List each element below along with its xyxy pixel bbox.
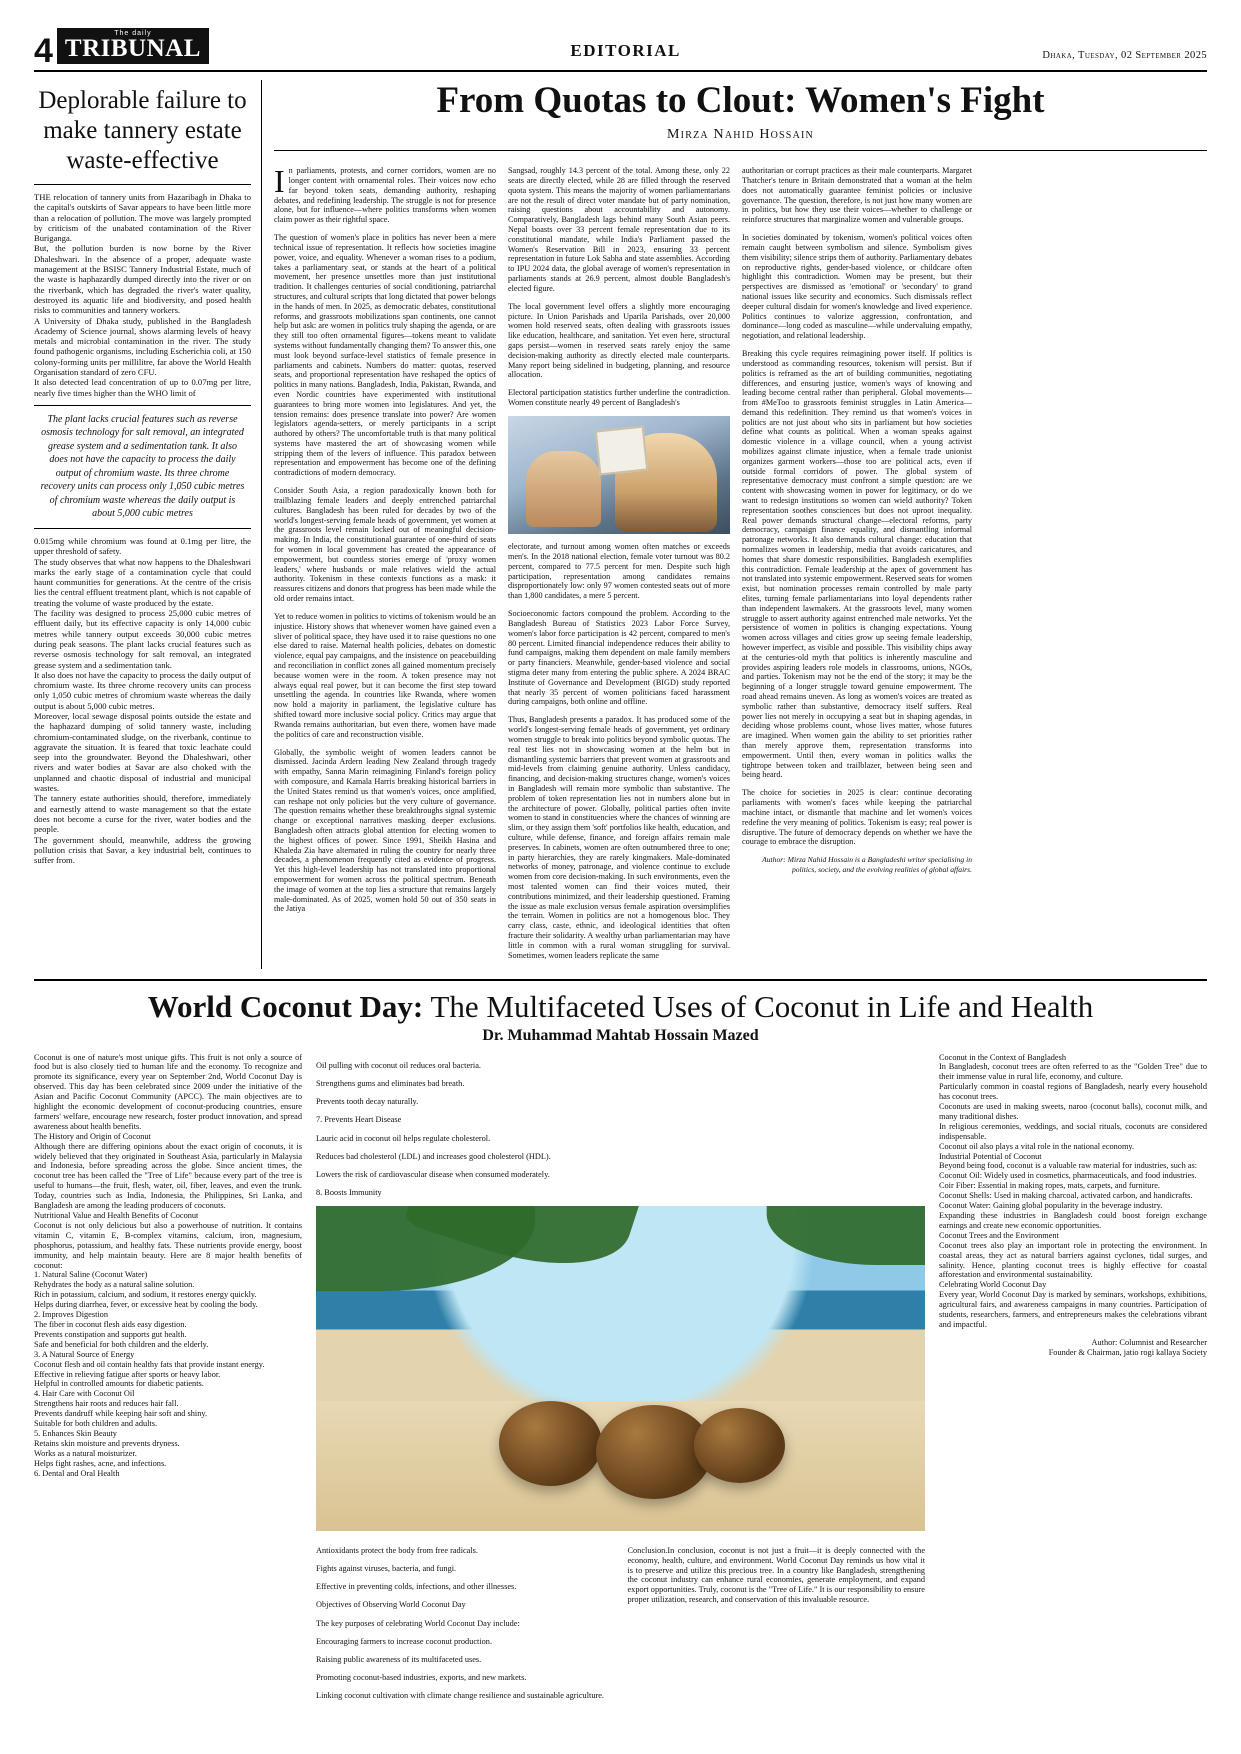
tribunal-logo <box>57 28 209 64</box>
paragraph: Nutritional Value and Health Benefits of Coconut <box>34 1211 199 1220</box>
paragraph: Helps during diarrhea, fever, or excessive heat by cooling the body. <box>34 1300 258 1310</box>
dateline: Dhaka, Tuesday, 02 September 2025 <box>1042 50 1207 61</box>
masthead <box>34 28 1207 72</box>
paragraph: The History and Origin of Coconut <box>34 1131 151 1141</box>
paragraph: authoritarian or corrupt practices as their male counterparts. Margaret Thatcher's tenure in Britain demonstrated that a woman at the helm does not automatically guarantee feminist policies or inclusive governance. The question, therefore, is not just how many women are in politics, but how they use their voices—whether to challenge or reinforce structures that marginalize women and vulnerable groups. <box>742 166 972 225</box>
paragraph: 7. Prevents Heart Disease <box>316 1115 402 1125</box>
paragraph: Works as a natural moisturizer. <box>34 1448 137 1458</box>
paragraph: The tannery estate authorities should, therefore, immediately and earnestly attend to waste management so that the estate does not become a curse for the river, water bodies and the people. <box>34 793 251 835</box>
paragraph: Consider South Asia, a region paradoxically known both for trailblazing female leaders and deeply entrenched patriarchal cultures. Bangladesh has been ruled for decades by two of the world's longest-serving female heads of government, yet women at the grassroots level remain locked out of meaningful decision-making. In India, the constitutional guarantee of one-third of seats for women in local government has created the appearance of empowerment, but countless stories emerge of 'proxy women leaders,' where husbands or male relatives wield the actual authority. Tokenism in these contexts functions as a mask: it reassures citizens and donors that progress has been made while the old order remains intact. <box>274 486 496 604</box>
page-number: 4 <box>34 32 53 70</box>
paragraph: Coconut oil also plays a vital role in the national economy. <box>939 1141 1135 1151</box>
paragraph: Conclusion.In conclusion, coconut is not just a fruit—it is deeply connected with the economy, health, culture, and environment. World Coconut Day reminds us how vital it is to preserve and utilize this precious tree. In a country like Bangladesh, strengthening the coconut industry can enhance rural economies, generate employment, and expand export opportunities. Truly, coconut is the "Tree of Life." It is our responsibility to ensure proper utilization, research, and conservation of this invaluable resource. <box>627 1545 925 1605</box>
photo-women-protest <box>508 416 730 534</box>
paragraph: Linking coconut cultivation with climate change resilience and sustainable agriculture. <box>316 1691 604 1701</box>
main-author-note: Author: Mirza Nahid Hossain is a Bangladeshi writer specialising in politics, society, and the evolving realities of global affairs. <box>762 855 972 874</box>
paragraph: Coconut is one of nature's most unique gifts. This fruit is not only a source of food but is also closely tied to human life and the economy. To recognize and promote its significance, every year on September 2nd, World Coconut Day is observed. This day has been celebrated since 2009 under the initiative of the Asian and Pacific Coconut Community (APCC). The main objectives are to highlight the economic development of coconut-producing countries, ensure farmers' welfare, encourage new research, foster product innovation, and spread awareness about health benefits. <box>34 1052 302 1131</box>
paragraph: Every year, World Coconut Day is marked by seminars, workshops, exhibitions, agricultural fairs, and awareness campaigns in many countries. Participation of students, researchers, farmers, and entrepreneurs makes the celebrations vibrant and impactful. <box>939 1290 1207 1329</box>
coconut-column-3 <box>939 1053 1207 1710</box>
second-headline-bold: World Coconut Day: <box>147 988 424 1024</box>
second-article <box>34 989 1207 1710</box>
paragraph: THE relocation of tannery units from Hazaribagh in Dhaka to the capital's outskirts of Savar appears to have been little more than a relocation of pollution. The move was largely prompted by criticism of the unabated contamination of the River Buriganga. <box>34 192 251 244</box>
paragraph: Rehydrates the body as a natural saline solution. <box>34 1280 195 1290</box>
paragraph: Rich in potassium, calcium, and sodium, it restores energy quickly. <box>34 1290 257 1300</box>
paragraph: In societies dominated by tokenism, women's political voices often remain caught between symbolism and silence. Symbolism gives them visibility; silence strips them of authority. Parliamentary debates on reproductive rights, gender-based violence, or childcare often highlight this contradiction. Women may be present, but their perspectives are dismissed as 'emotional' or 'secondary' to grand national issues like security and economics. Such dismissals reflect deeper cultural disdain for women's knowledge and lived experience. Politics continues to valorize aggression, confrontation, and dominance—long coded as masculine—while undervaluing empathy, negotiation, and relational leadership. <box>742 233 972 341</box>
photo-coconuts-beach <box>316 1206 925 1531</box>
paragraph: But, the pollution burden is now borne by the River Dhaleshwari. In the absence of a proper, adequate waste management at the BSISC Tannery Industrial Estate, much of the waste is haphazardly dumped directly into the river or on the riverbank, which has degraded the river's water quality, destroyed its aquatic life and biodiversity, and posed health risks to communities and tannery workers. <box>34 243 251 316</box>
second-article-columns <box>34 1053 1207 1710</box>
section-title: EDITORIAL <box>570 41 681 60</box>
paragraph: Coconut Shells: Used in making charcoal, activated carbon, and handicrafts. <box>939 1191 1193 1201</box>
main-headline: From Quotas to Clout: Women's Fight <box>436 80 1045 121</box>
paragraph: Globally, the symbolic weight of women leaders cannot be dismissed. Jacinda Ardern leading New Zealand through tragedy with empathy, Sanna Marin reimagining Finland's foreign policy with composure, and Kamala Harris breaking historical barriers in the United States remind us that women's voices, once amplified, can reshape not only policies but the very culture of governance. The question remains whether these breakthroughs signal systemic change or exceptional narratives masking deeper exclusions. Bangladesh often attracts global attention for electing women to the highest offices of power. Since 1991, Sheikh Hasina and Khaleda Zia have alternated in ruling the country for nearly three decades, a phenomenon frequently cited as evidence of progress. Yet this high-level leadership has not translated into proportional empowerment for women across the political spectrum. Beneath the image of women at the top lies a structure that remains largely male-dominated. As of 2025, women hold 50 out of 350 seats in the Jatiya <box>274 747 496 914</box>
coconut-bottom-right <box>628 1537 926 1709</box>
palm-leaf <box>767 1206 925 1265</box>
paragraph: Helps fight rashes, acne, and infections. <box>34 1458 167 1468</box>
paragraph: Promoting coconut-based industries, exports, and new markets. <box>316 1673 527 1683</box>
coconut-column-1 <box>34 1053 302 1710</box>
paragraph: Retains skin moisture and prevents dryness. <box>34 1438 180 1448</box>
paragraph: The fiber in coconut flesh aids easy digestion. <box>34 1319 187 1329</box>
paragraph: Raising public awareness of its multifaceted uses. <box>316 1654 482 1664</box>
second-byline: Dr. Muhammad Mahtab Hossain Mazed <box>482 1026 759 1044</box>
paragraph: Reduces bad cholesterol (LDL) and increases good cholesterol (HDL). <box>316 1151 551 1161</box>
paragraph: Beyond being food, coconut is a valuable raw material for industries, such as: <box>939 1161 1198 1171</box>
coconut <box>499 1401 603 1486</box>
main-column-3 <box>742 158 972 969</box>
coconut-column-2-top <box>316 1061 925 1198</box>
lead-editorial-headline: Deplorable failure to make tannery estate waste-effective <box>34 80 251 185</box>
paragraph: Effective in relieving fatigue after sports or heavy labor. <box>34 1369 221 1379</box>
paragraph: Coconut in the Context of Bangladesh <box>939 1052 1066 1062</box>
paragraph: Helpful in controlled amounts for diabetic patients. <box>34 1379 204 1389</box>
coconut-column-2-bottom <box>316 1537 925 1709</box>
main-column-1 <box>274 158 496 969</box>
paragraph: Coconut Oil: Widely used in cosmetics, pharmaceuticals, and food industries. <box>939 1171 1197 1181</box>
paragraph: Strengthens hair roots and reduces hair fall. <box>34 1399 179 1409</box>
paragraph: The local government level offers a slightly more encouraging picture. In Union Parishads and Uparila Parishads, over 20,000 women hold reserved seats, often dealing with grassroots issues like education, healthcare, and sanitation. Yet even here, structural gaps persist—women in reserved seats rarely enjoy the same decision-making authority as directly elected male counterparts. Many report being sidelined in budgeting, planning, and resource allocation. <box>508 301 730 380</box>
logo-title: TRIBUNAL <box>64 35 201 62</box>
protest-sign <box>595 425 648 475</box>
paragraph: Encouraging farmers to increase coconut production. <box>316 1636 493 1646</box>
pullquote: The plant lacks crucial features such as reverse osmosis technology for salt removal, an integrated grease system and a sedimentation tank. It also does not have the capacity to process the daily output of chromium waste. Its three chrome recovery units can process only 1,050 cubic metres of chromium waste whereas the daily output is about 5,000 cubic metres <box>34 405 251 529</box>
paragraph: Celebrating World Coconut Day <box>939 1280 1047 1290</box>
paragraph: Particularly common in coastal regions of Bangladesh, nearly every household has coconut trees. <box>939 1082 1207 1102</box>
paragraph: It also detected lead concentration of up to 0.07mg per litre, nearly five times higher than the WHO limit of <box>34 377 251 398</box>
paragraph: Although there are differing opinions about the exact origin of coconuts, it is widely believed that they originated in Southeast Asia, particularly in Malaysia and Indonesia, before spreading across the globe. Since ancient times, the coconut tree has been called the "Tree of Life" because every part of the tree is useful to humans—the fruit, flesh, water, oil, fiber, leaves, and even the trunk. Today, countries such as India, Indonesia, the Philippines, Sri Lanka, and Bangladesh are among the leading producers of coconuts. <box>34 1141 302 1211</box>
paragraph: Fights against viruses, bacteria, and fungi. <box>316 1563 457 1573</box>
paragraph: Objectives of Observing World Coconut Day <box>316 1600 466 1610</box>
paragraph: Coir Fiber: Essential in making ropes, mats, carpets, and furniture. <box>939 1181 1160 1191</box>
paragraph: 0.015mg while chromium was found at 0.1mg per litre, the upper threshold of safety. <box>34 535 251 557</box>
coconut-bottom-left <box>316 1537 614 1709</box>
paragraph: The key purposes of celebrating World Coconut Day include: <box>316 1618 520 1628</box>
paragraph: Coconut Water: Gaining global popularity in the beverage industry. <box>939 1201 1163 1211</box>
second-headline <box>34 989 1207 1024</box>
lead-editorial-body-top <box>34 192 251 398</box>
paragraph: Thus, Bangladesh presents a paradox. It has produced some of the world's longest-serving female heads of government, yet ordinary women struggle to break into politics beyond symbolic quotas. The real test lies not in showcasing women at the helm but in dismantling systemic barriers that prevent women at grassroots and mid-levels from claiming genuine authority. Unless candidacy, financing, and decision-making structures change, women's voices in Bangladesh will remain more symbolic than substantive. The problem of token representation lies not in numbers alone but in the architecture of power. Globally, political parties often invite women to stand in constituencies where the chances of winning are slim, or they assign them 'soft' portfolios like health, education, and culture, while defense, finance, and foreign affairs remain male preserves. In cabinets, women are often outnumbered three to one; in party hierarchies, they are rarely kingmakers. Male-dominated networks of money, patronage, and violence continue to exclude women from core decision-making. In such environments, even the most talented women can find their voices muted, their contributions minimized, and their leadership questioned. Framing the issue as male exclusion versus female aspiration oversimplifies the terrain. Women in politics are not a homogenous bloc. They carry class, caste, ethnic, and ideological identities that often fracture their solidarity. A wealthy urban parliamentarian may have little in common with a rural woman struggling for survival. Sometimes, women leaders replicate the same <box>508 715 730 960</box>
paragraph: Yet to reduce women in politics to victims of tokenism would be an injustice. History shows that whenever women have gained even a sliver of political space, they have used it to raise questions no one else dared to raise. Maternal health policies, debates on domestic violence, equal pay campaigns, and the insistence on peacebuilding and reconciliation in conflict zones all gained momentum precisely because women were in the room. A token presence may not always equal real power, but it can become the first step toward unsettling the agenda. In countries like Rwanda, where women now hold a majority in parliament, the legislative culture has shifted toward more inclusive social policy. Critics may argue that Rwanda remains authoritarian, but even there, women have made the politics of care and reconstruction visible. <box>274 612 496 739</box>
divider <box>274 150 1207 151</box>
paragraph: Industrial Potential of Coconut <box>939 1151 1042 1161</box>
paragraph: Coconut flesh and oil contain healthy fats that provide instant energy. <box>34 1359 265 1369</box>
paragraph: Expanding these industries in Bangladesh could boost foreign exchange earnings and create new economic opportunities. <box>939 1211 1207 1230</box>
paragraph: 8. Boosts Immunity <box>316 1188 382 1198</box>
paragraph: Lauric acid in coconut oil helps regulate cholesterol. <box>316 1133 491 1143</box>
paragraph: electorate, and turnout among women often matches or exceeds men's. In the 2018 national election, female voter turnout was 80.2 percent, compared to 77.5 percent for men. Despite such high participation, representation among candidates remains disproportionately low: only 97 women contested seats out of more than 1,800 candidates, a mere 5 percent. <box>508 542 730 601</box>
paragraph: In parliaments, protests, and corner corridors, women are no longer content with ornamental roles. Their voices now echo far beyond token seats, demanding authority, reshaping debates, and redefining leadership. The struggle is not for presence alone, but for influence—where politics transforms when women claim power as their rightful space. <box>274 163 496 225</box>
figure-women-protest <box>508 416 730 534</box>
paragraph: Breaking this cycle requires reimagining power itself. If politics is understood as commanding resources, tokenism will persist. But if politics is reframed as the art of building communities, negotiating differences, and ensuring justice, women's ways of knowing and leading become central rather than peripheral. Global movements—from #MeToo to grassroots feminist struggles in Latin America—demand this redefinition. They remind us that women's voices in politics are not just about who sits in parliament but how societies define what counts as political. When a woman speaks against domestic violence in a village council, when a young activist mobilizes against climate injustice, when a female trade unionist organizes garment workers—those too are political acts, even if outside formal corridors of power. The global system of representative democracy must confront a simple question: are we content with showcasing women in power for legitimacy, or do we want to redesign institutions so women can wield authority? Token representation soothes consciences but does not uproot inequality. Real power demands structural change—electoral reforms, party democracy, campaign finance equality, and dismantling informal patronage networks. It also demands cultural change: education that normalizes women in leadership, media that avoids caricatures, and homes that share domestic responsibilities. Bangladesh exemplifies this contradiction. Female leadership at the apex of government has not translated into systemic empowerment. Reserved seats for women exist, but nomination processes remain controlled by male party elites, turning female parliamentarians into loyal dependents rather than independent lawmakers. At the grassroots level, many women struggle to assert authority against entrenched male networks. Yet the persistence of women in politics is changing expectations. Young women across villages and cities grow up seeing female leadership, however imperfect, as visible and possible. This visibility chips away at the centuries-old myth that politics is inherently masculine and provides aspiring leaders role models in classrooms, unions, NGOs, and parties. Tokenism may not be the end of the story; it may be the beginning of a longer struggle toward genuine empowerment. The road ahead remains uneven. As long as women's voices are treated as symbolic rather than substantive, democracy itself suffers. Real power lies not merely in occupying a seat but in shaping agendas, in deciding whose problems count, whose lives matter, whose futures are imagined. When women gain the ability to set priorities rather than merely approve them, representation transforms into empowerment. Until then, every woman in politics walks the tightrope between token and trailblazer, between being seen and being heard. <box>742 349 972 780</box>
logo-subtitle: The daily <box>114 30 152 37</box>
paragraph: Coconut trees also play an important role in protecting the environment. In coastal areas, they act as natural barriers against cyclones, tidal surges, and salinity. Hence, planting coconut trees is highly effective for coastal afforestation and environmental sustainability. <box>939 1240 1207 1280</box>
paragraph: It also does not have the capacity to process the daily output of chromium waste. Its three chrome recovery units can process only 1,050 cubic metres of chromium waste whereas the daily output is about 5,000 cubic metres. <box>34 669 251 711</box>
paragraph: Coconut Trees and the Environment <box>939 1230 1059 1240</box>
paragraph: 1. Natural Saline (Coconut Water) <box>34 1270 148 1280</box>
main-column-2 <box>508 158 730 969</box>
paragraph: A University of Dhaka study, published in the Bangladesh Academy of Science journal, shows alarming levels of heavy metals and microbial contamination in the river. The study found pathogenic organisms, including Escherichia coli, at 150 colony-forming units per millilitre, far above the World Health Organisation standard of zero CFU. <box>34 315 251 378</box>
paragraph: Coconuts are used in making sweets, naroo (coconut balls), coconut milk, and many traditional dishes. <box>939 1102 1207 1121</box>
paragraph: The study observes that what now happens to the Dhaleshwari marks the early stage of a contamination cycle that could haunt communities for generations. At the centre of the crisis lies the central effluent treatment plant, which is not capable of treating the volume of waste produced by the estate. <box>34 556 251 608</box>
coconut <box>694 1408 785 1483</box>
paragraph: The question of women's place in politics has never been a mere technical issue of representation. It reflects how societies imagine power, voice, and equality. Whenever a woman rises to a podium, takes a parliamentary seat, or stands at the heart of a political movement, her presence unsettles more than just institutional tradition. It challenges centuries of social conditioning, patriarchal structures, and cultural scripts that long dictated that power belongs in the hands of men. In 2025, as democratic debates, constitutional reforms, and grassroots mobilizations span continents, one cannot help but ask: are women in politics truly shaping the agenda, or are they still too often ornamental figures—tokens meant to validate systems without fundamentally changing them? To answer this, one must look beyond surface-level statistics of female presence in parliaments and cabinets. Numbers do matter: quotas, reserved seats, and proportional representation have reshaped the optics of politics in many nations. Bangladesh, India, Pakistan, Rwanda, and even Nordic countries have experimented with institutional guarantees to bring more women into legislatures. And yet, the tension remains: does presence translate into power? Are women legislators agenda-setters, or merely participants in a script authored by others? The uncomfortable truth is that many political systems have mastered the art of showcasing women while stripping them of the levers of influence. This paradox between representation and empowerment has become one of the defining contradictions of modern democracy. <box>274 233 496 478</box>
paragraph: Coconut is not only delicious but also a powerhouse of nutrition. It contains vitamin C, vitamin E, B-complex vitamins, calcium, iron, magnesium, phosphorus, potassium, and healthy fats. These nutrients provide energy, boost immunity, and help maintain beauty. Here are 8 major health benefits of coconut: <box>34 1220 302 1270</box>
second-author-line-2: Founder & Chairman, jatio rogi kallaya Society <box>1048 1347 1207 1357</box>
paragraph: Moreover, local sewage disposal points outside the estate and the haphazard dumping of solid tannery waste, including chromium-contaminated sludge, on the riverbank, continue to aggravate the situation. It is feared that toxic leachate could seep into the groundwater. Beyond the Dhaleshwari, other rivers and water bodies at Savar are also choked with the unplanned and chaotic disposal of industrial and municipal wastes. <box>34 710 251 794</box>
paragraph: Suitable for both children and adults. <box>34 1419 158 1429</box>
paragraph: 2. Improves Digestion <box>34 1310 108 1320</box>
lead-editorial <box>34 80 262 969</box>
paragraph: Strengthens gums and eliminates bad breath. <box>316 1079 465 1088</box>
coconut-column-2 <box>316 1053 925 1710</box>
second-author-line-1: Author: Columnist and Researcher <box>1091 1337 1207 1347</box>
main-byline: Mirza Nahid Hossain <box>667 127 814 142</box>
paragraph: Prevents dandruff while keeping hair soft and shiny. <box>34 1409 208 1419</box>
top-zone <box>34 80 1207 969</box>
divider-major <box>34 979 1207 981</box>
paragraph: The facility was designed to process 25,000 cubic metres of effluent daily, but its effective capacity is only 14,000 cubic metres while tannery output exceeds 30,000 cubic metres during peak seasons. The plant lacks crucial features such as reverse osmosis technology for salt removal, an integrated grease system and a sedimentation tank. <box>34 608 251 670</box>
paragraph: The government should, meanwhile, address the growing pollution crisis that Savar, a key industrial belt, continues to suffer from. <box>34 834 251 866</box>
paragraph: Electoral participation statistics further underline the contradiction. Women constitute nearly 49 percent of Bangladesh's <box>508 388 730 408</box>
paragraph: 4. Hair Care with Coconut Oil <box>34 1389 135 1399</box>
paragraph: Socioeconomic factors compound the problem. According to the Bangladesh Bureau of Statistics 2023 Labor Force Survey, women's labor force participation is 42 percent, compared to men's 80 percent. Limited financial independence reduces their ability to fund campaigns, making them dependent on male family members or party financiers. Meanwhile, gender-based violence and social stigma deter many from entering the public sphere. A 2024 BRAC Institute of Governance and Development (BIGD) study reported that nearly 35 percent of women politicians faced harassment during campaigns, both online and offline. <box>508 609 730 707</box>
second-headline-rest: The Multifaceted Uses of Coconut in Life and Health <box>423 988 1094 1024</box>
paragraph: In Bangladesh, coconut trees are often referred to as the "Golden Tree" due to their immense value in rural life, economy, and culture. <box>939 1062 1207 1082</box>
main-article <box>262 80 1207 969</box>
paragraph: 5. Enhances Skin Beauty <box>34 1428 117 1438</box>
paragraph: Prevents constipation and supports gut health. <box>34 1329 187 1339</box>
paragraph: Antioxidants protect the body from free radicals. <box>316 1545 478 1555</box>
paragraph: Prevents tooth decay naturally. <box>316 1097 419 1107</box>
paragraph: Sangsad, roughly 14.3 percent of the total. Among these, only 22 seats are directly elected, while 28 are filled through the reserved quota system. This means the majority of women parliamentarians are not the result of direct voter mandate but of party nomination, raising questions about accountability and autonomy. Comparatively, Bangladesh lags behind many South Asian peers. Nepal boasts over 33 percent female representation due to its constitutional mandate, while India's Parliament passed the Women's Reservation Bill in 2023, ensuring 33 percent representation in future Lok Sabha and state assemblies. According to IPU 2024 data, the global average of women's representation in parliaments stands at 26.9 percent, almost double Bangladesh's elected figure. <box>508 166 730 293</box>
paragraph: 3. A Natural Source of Energy <box>34 1349 135 1359</box>
paragraph: Oil pulling with coconut oil reduces oral bacteria. <box>316 1060 481 1070</box>
paragraph: Lowers the risk of cardiovascular disease when consumed moderately. <box>316 1170 550 1180</box>
lead-editorial-body-bottom <box>34 536 251 866</box>
paragraph: 6. Dental and Oral Health <box>34 1468 120 1478</box>
paragraph: The choice for societies in 2025 is clear: continue decorating parliaments with women's faces while keeping the patriarchal machine intact, or dismantle that machine and let women's voices redefine the very meaning of politics. Tokenism is easy; real power is disruptive. The future of democracy depends on whether we have the courage to embrace the disruption. <box>742 788 972 847</box>
paragraph: Safe and beneficial for both children and the elderly. <box>34 1339 209 1349</box>
paragraph: In religious ceremonies, weddings, and social rituals, coconuts are considered indispensable. <box>939 1121 1207 1141</box>
paragraph: Effective in preventing colds, infections, and other illnesses. <box>316 1582 517 1592</box>
logo-area <box>34 28 209 70</box>
